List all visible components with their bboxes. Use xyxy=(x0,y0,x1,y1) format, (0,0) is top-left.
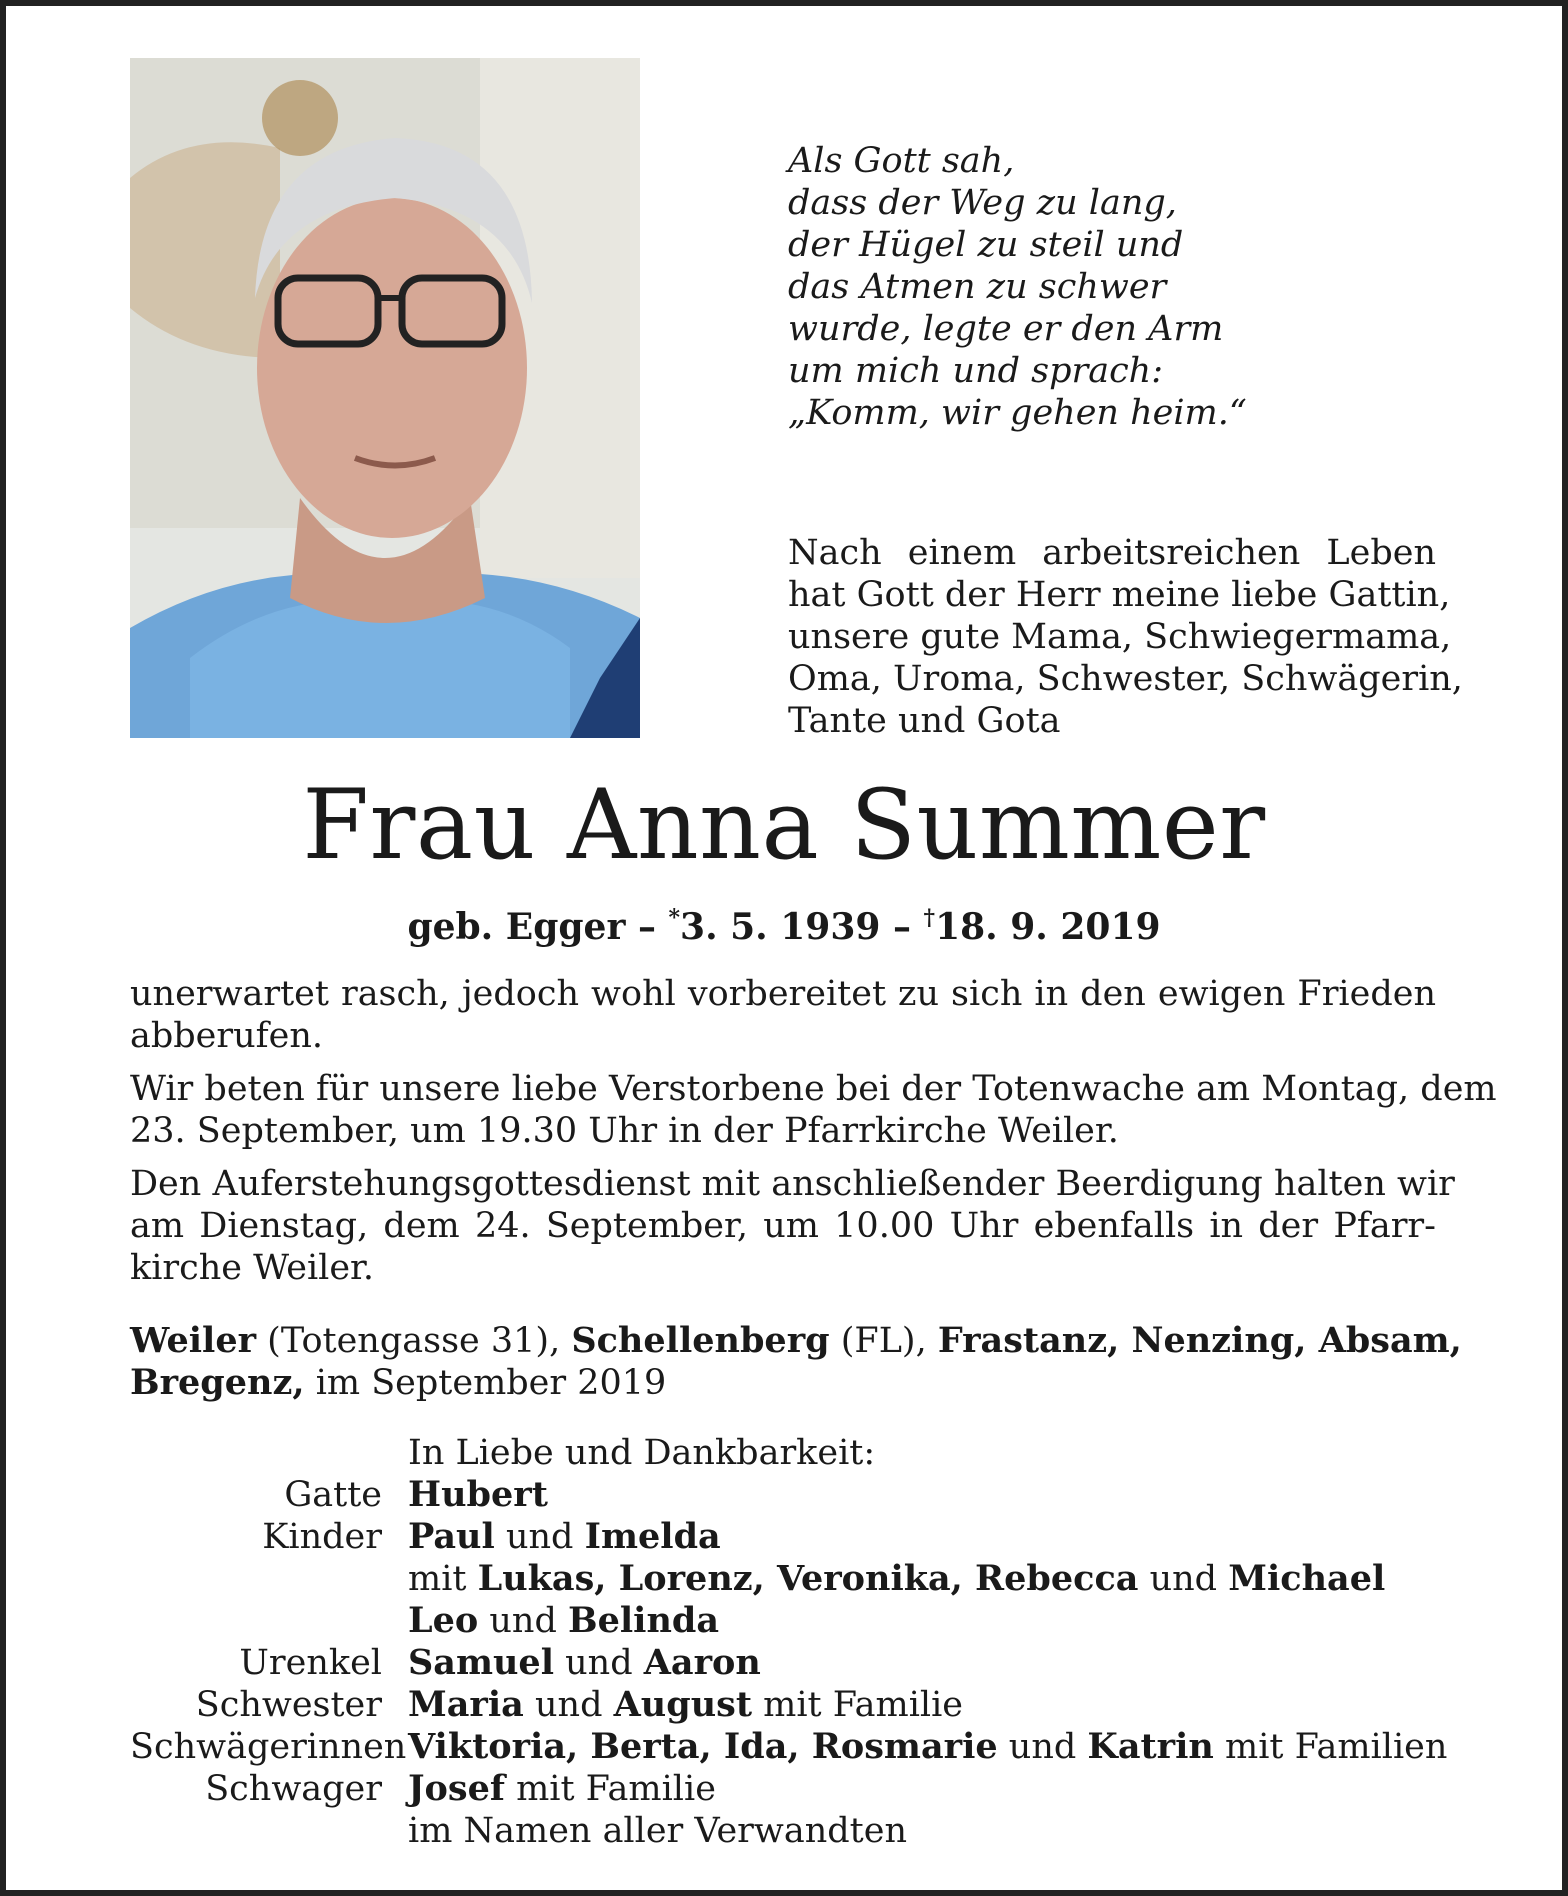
connector: und xyxy=(505,1517,574,1557)
relative-name: Katrin xyxy=(1087,1726,1214,1767)
relation-label xyxy=(130,1558,408,1600)
relative-name: Samuel xyxy=(408,1642,554,1683)
death-symbol: † xyxy=(923,905,936,931)
connector: mit xyxy=(408,1559,467,1599)
place-name: Bregenz, xyxy=(130,1362,305,1403)
body-line: abberufen. xyxy=(130,1016,323,1056)
relation-label: Gatte xyxy=(284,1475,382,1515)
body-line: 23. September, um 19.30 Uhr in der Pfarrkirche Weiler. xyxy=(130,1111,1119,1151)
poem xyxy=(788,140,1247,434)
signature-block xyxy=(130,1432,1448,1852)
intro-line: unsere gute Mama, Schwiegermama, xyxy=(788,617,1452,657)
paragraph xyxy=(130,1163,1455,1289)
relative-name: Belinda xyxy=(568,1600,720,1641)
paragraph xyxy=(130,973,1436,1057)
sig-row xyxy=(130,1600,1436,1642)
relative-name: Michael xyxy=(1228,1558,1386,1599)
relative-name: Aaron xyxy=(643,1642,761,1683)
body-text xyxy=(130,973,1497,1300)
poem-line: um mich und sprach: xyxy=(788,351,1164,391)
connector: und xyxy=(565,1643,633,1683)
poem-line: das Atmen zu schwer xyxy=(788,267,1167,307)
relation-label: Schwester xyxy=(195,1685,382,1725)
intro-line: Tante und Gota xyxy=(788,701,1061,741)
relation-label xyxy=(130,1810,408,1852)
places-line-2 xyxy=(130,1363,666,1403)
relative-name: Lukas, Lorenz, Veronika, Rebecca xyxy=(477,1558,1139,1599)
sig-row xyxy=(130,1768,1436,1810)
connector: und xyxy=(534,1685,603,1725)
portrait-photo xyxy=(130,58,640,738)
birth-death-line xyxy=(0,896,1568,949)
poem-line: wurde, legte er den Arm xyxy=(788,309,1224,349)
relation-label: Urenkel xyxy=(239,1643,382,1683)
place-name: Weiler xyxy=(130,1320,257,1361)
poem-line: „Komm, wir gehen heim.“ xyxy=(788,393,1247,433)
relative-name: Maria xyxy=(408,1684,524,1725)
intro-line: hat Gott der Herr meine liebe Gattin, xyxy=(788,575,1451,615)
sig-row xyxy=(130,1516,1436,1558)
place-detail: (FL), xyxy=(840,1321,927,1361)
relation-label: Schwager xyxy=(205,1769,382,1809)
sig-row xyxy=(130,1432,1436,1474)
maiden-name: geb. Egger xyxy=(407,906,626,948)
death-date: 18. 9. 2019 xyxy=(935,906,1161,948)
body-line: Den Auferstehungsgottesdienst mit anschließender Beerdigung halten wir xyxy=(130,1164,1455,1204)
body-line: Wir beten für unsere liebe Verstorbene bei der Totenwache am Montag, dem xyxy=(130,1069,1497,1109)
sig-row xyxy=(130,1810,1436,1852)
sig-row xyxy=(130,1642,1436,1684)
body-line: kirche Weiler. xyxy=(130,1248,375,1288)
connector: mit Familie xyxy=(516,1769,716,1809)
relative-name: Leo xyxy=(408,1600,479,1641)
poem-line: dass der Weg zu lang, xyxy=(788,183,1177,223)
separator: – xyxy=(637,906,656,948)
sig-row xyxy=(130,1684,1436,1726)
connector: mit Familien xyxy=(1225,1727,1448,1767)
relation-label: Kinder xyxy=(262,1517,382,1557)
place-name: Schellenberg xyxy=(571,1320,830,1361)
paragraph xyxy=(130,1068,1497,1152)
place-detail: (Totengasse 31), xyxy=(267,1321,561,1361)
sig-row xyxy=(130,1726,1448,1768)
separator: – xyxy=(893,906,911,948)
intro-text xyxy=(788,532,1463,742)
place-date: im September 2019 xyxy=(315,1363,667,1403)
connector: und xyxy=(1008,1727,1077,1767)
body-line: am Dienstag, dem 24. September, um 10.00 Uhr ebenfalls in der Pfarr- xyxy=(130,1206,1436,1246)
places-line xyxy=(130,1320,1462,1404)
places-line-1 xyxy=(130,1320,1462,1362)
relation-label: Schwägerinnen xyxy=(130,1727,407,1767)
connector: und xyxy=(489,1601,557,1641)
body-line: unerwartet rasch, jedoch wohl vorbereitet zu sich in den ewigen Frieden xyxy=(130,974,1436,1014)
poem-line: Als Gott sah, xyxy=(788,141,1015,181)
sig-row xyxy=(130,1558,1436,1600)
birth-date: 3. 5. 1939 xyxy=(680,906,881,948)
sig-heading: In Liebe und Dankbarkeit: xyxy=(408,1433,876,1473)
connector: und xyxy=(1149,1559,1218,1599)
relative-name: Josef xyxy=(408,1768,505,1809)
intro-line: Nach einem arbeitsreichen Leben xyxy=(788,533,1436,573)
closing-line: im Namen aller Verwandten xyxy=(408,1811,907,1851)
relative-name: Paul xyxy=(408,1516,495,1557)
sig-row xyxy=(130,1474,1436,1516)
place-name: Frastanz, Nenzing, Absam, xyxy=(937,1320,1462,1361)
deceased-name: Frau Anna Summer xyxy=(302,769,1266,881)
relative-name: August xyxy=(613,1684,753,1725)
intro-line: Oma, Uroma, Schwester, Schwägerin, xyxy=(788,659,1463,699)
relative-name: Imelda xyxy=(584,1516,721,1557)
connector: mit Familie xyxy=(763,1685,964,1725)
relative-name: Hubert xyxy=(408,1474,548,1515)
relative-name: Viktoria, Berta, Ida, Rosmarie xyxy=(408,1726,998,1767)
birth-symbol: * xyxy=(668,905,681,931)
poem-line: der Hügel zu steil und xyxy=(788,225,1184,265)
relation-label xyxy=(130,1432,408,1474)
relation-label xyxy=(130,1600,408,1642)
